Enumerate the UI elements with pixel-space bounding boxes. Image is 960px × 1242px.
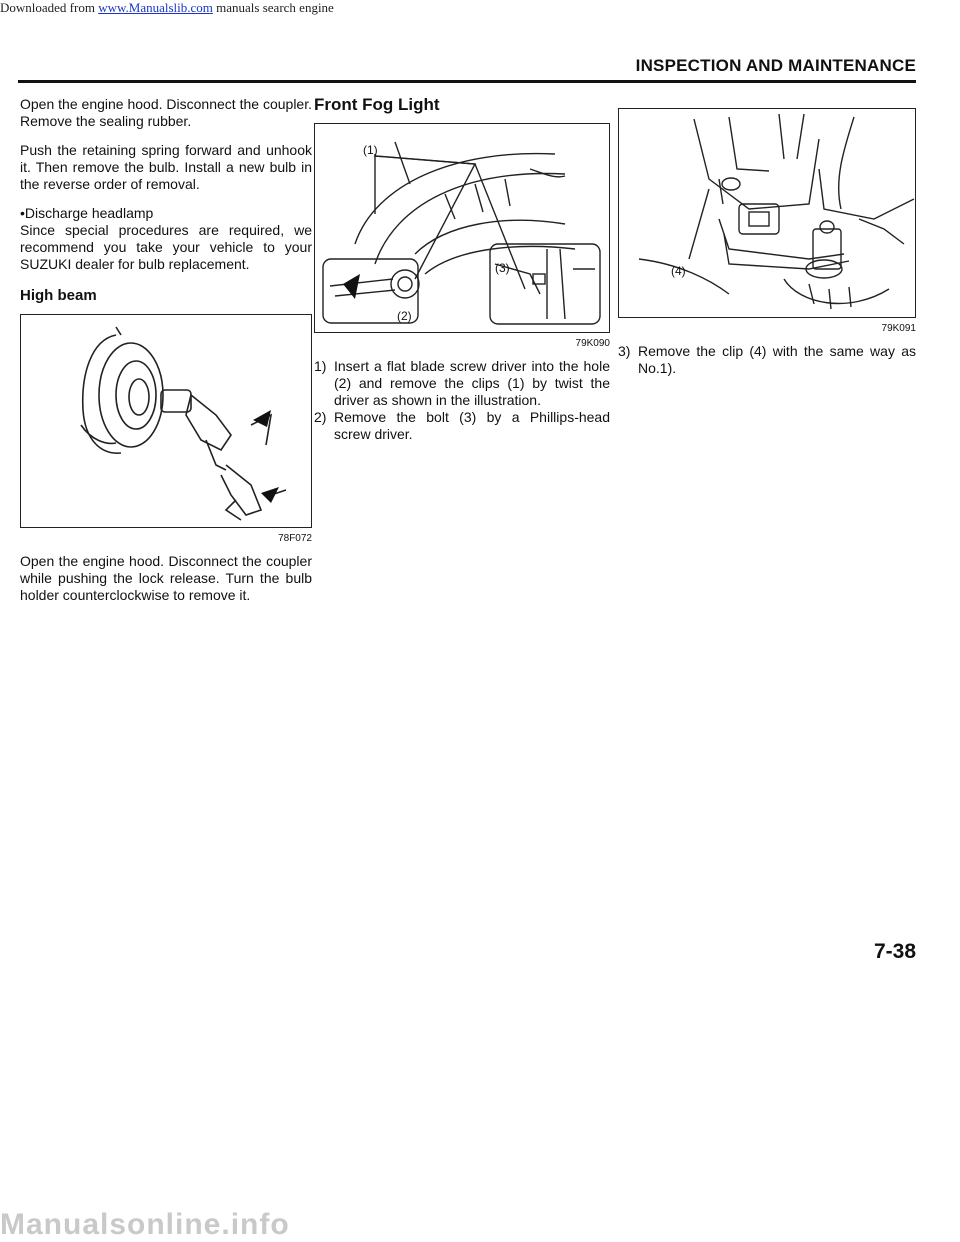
page-number: 7-38 xyxy=(873,940,916,963)
watermark-suffix: manuals search engine xyxy=(212,0,334,15)
bullet-text: Discharge headlamp xyxy=(24,205,154,221)
paragraph: Push the retaining spring forward and unhook it. Then remove the bulb. Install a new bulb in the reverse order of removal. xyxy=(20,142,312,192)
column-left xyxy=(20,96,312,616)
watermark-prefix: Downloaded from xyxy=(0,0,99,15)
step-text: Remove the bolt (3) by a Phillips-head screw driver. xyxy=(334,409,610,442)
manualslib-link[interactable]: www.Manualslib.com xyxy=(98,0,213,15)
callout-4: (4) xyxy=(671,264,686,278)
figure-code: 78F072 xyxy=(278,533,312,544)
callout-2: (2) xyxy=(397,309,412,323)
paragraph: Open the engine hood. Disconnect the coupler while pushing the lock release. Turn the bulb holder counterclockwise to remove it. xyxy=(20,553,312,603)
column-right xyxy=(618,96,916,377)
steps-list xyxy=(314,358,610,443)
list-item xyxy=(314,358,610,409)
figure-code: 79K090 xyxy=(575,338,610,349)
page-header: INSPECTION AND MAINTENANCE xyxy=(635,56,916,75)
column-middle xyxy=(314,96,610,443)
header-rule xyxy=(18,80,916,83)
fog-light-drawing xyxy=(315,124,609,332)
high-beam-illustration xyxy=(20,314,312,528)
high-beam-drawing xyxy=(21,315,311,527)
subheading-high-beam: High beam xyxy=(20,287,97,304)
step-text: Remove the clip (4) with the same way as No.1). xyxy=(638,343,916,376)
paragraph: Open the engine hood. Disconnect the coupler. Remove the sealing rubber. xyxy=(20,96,312,129)
step-number: 2) xyxy=(314,409,327,425)
figure-code: 79K091 xyxy=(881,323,916,334)
step-text: Insert a flat blade screw driver into the hole (2) and remove the clips (1) by twist the driver as shown in the illustration. xyxy=(334,358,610,408)
bullet-item xyxy=(20,205,312,222)
footer-watermark: Manualsonline.info xyxy=(0,1208,290,1241)
list-item xyxy=(314,409,610,443)
callout-3: (3) xyxy=(495,261,510,275)
fog-light-illustration xyxy=(314,123,610,333)
download-watermark xyxy=(0,0,334,16)
step-number: 3) xyxy=(618,343,631,359)
clip-illustration xyxy=(618,108,916,318)
paragraph: Since special procedures are required, we recommend you take your vehicle to your SUZUKI dealer for bulb replacement. xyxy=(20,222,312,272)
clip-drawing xyxy=(619,109,915,317)
steps-list xyxy=(618,343,916,377)
step-number: 1) xyxy=(314,358,327,374)
callout-1: (1) xyxy=(363,143,378,157)
section-heading-front-fog-light: Front Fog Light xyxy=(314,95,440,114)
list-item xyxy=(618,343,916,377)
